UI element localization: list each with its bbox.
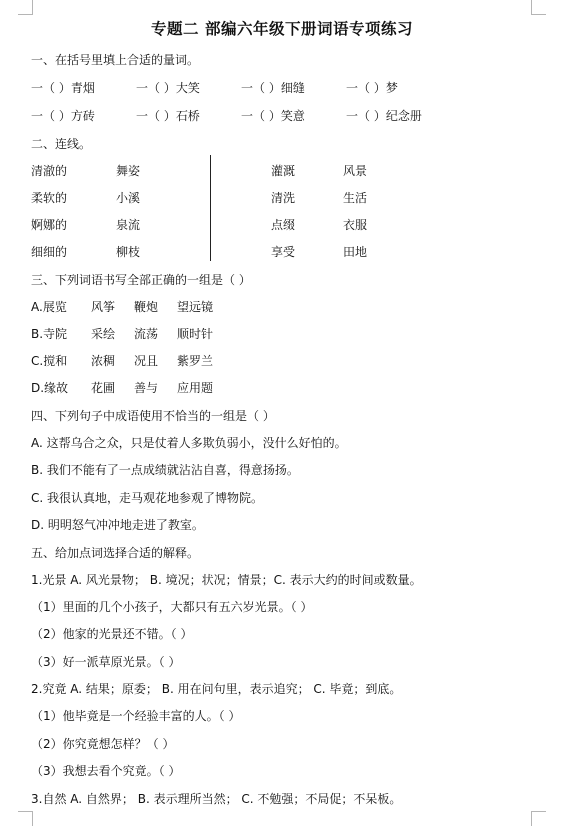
match-word: 风景: [343, 164, 368, 178]
option-sentence: D. 明明怒气冲冲地走进了教室。: [31, 518, 204, 532]
option-word: D.缘故: [31, 381, 69, 395]
match-word: 小溪: [116, 191, 141, 205]
word-definitions: 3.自然 A. 自然界； B. 表示理所当然； C. 不勉强；不局促；不呆板。: [31, 792, 402, 806]
match-word: 柳枝: [116, 245, 141, 259]
section-4-heading: 四、下列句子中成语使用不恰当的一组是（ ）: [31, 409, 275, 423]
match-word: 点缀: [271, 218, 296, 232]
column-divider: [210, 155, 211, 261]
option-word: 望远镜: [177, 300, 214, 314]
question-item: （1）他毕竟是一个经验丰富的人。（ ）: [31, 709, 241, 723]
option-word: 花圃: [91, 381, 116, 395]
page-title: 专题二 部编六年级下册词语专项练习: [151, 20, 413, 38]
question-item: （1）里面的几个小孩子，大都只有五六岁光景。（ ）: [31, 600, 313, 614]
match-word: 田地: [343, 245, 368, 259]
page-corner-mark: [18, 0, 33, 15]
section-2-heading: 二、连线。: [31, 137, 92, 151]
option-word: 况且: [134, 354, 159, 368]
match-word: 清洗: [271, 191, 296, 205]
word-definitions: 2.究竟 A. 结果；原委； B. 用在问句里，表示追究； C. 毕竟；到底。: [31, 682, 402, 696]
option-word: 应用题: [177, 381, 214, 395]
match-word: 细细的: [31, 245, 68, 259]
match-word: 舞姿: [116, 164, 141, 178]
option-word: 鞭炮: [134, 300, 159, 314]
match-word: 泉流: [116, 218, 141, 232]
word-definitions: 1.光景 A. 风光景物； B. 境况；状况；情景；C. 表示大约的时间或数量。: [31, 573, 422, 587]
section-3-heading: 三、下列词语书写全部正确的一组是（ ）: [31, 273, 251, 287]
question-item: （3）好一派草原光景。（ ）: [31, 655, 181, 669]
option-word: 采绘: [91, 327, 116, 341]
blank-item: 一（ ）方砖: [31, 109, 95, 123]
match-word: 灌溉: [271, 164, 296, 178]
option-word: A.展览: [31, 300, 67, 314]
option-sentence: B. 我们不能有了一点成绩就沾沾自喜，得意扬扬。: [31, 463, 299, 477]
blank-item: 一（ ）纪念册: [346, 109, 422, 123]
option-word: 风筝: [91, 300, 116, 314]
match-word: 清澈的: [31, 164, 68, 178]
question-item: （3）我想去看个究竟。（ ）: [31, 764, 181, 778]
blank-item: 一（ ）梦: [346, 81, 398, 95]
match-word: 衣服: [343, 218, 368, 232]
option-word: 善与: [134, 381, 159, 395]
page-corner-mark: [18, 811, 33, 826]
blank-item: 一（ ）细缝: [241, 81, 305, 95]
section-5-heading: 五、给加点词选择合适的解释。: [31, 546, 200, 560]
option-word: 紫罗兰: [177, 354, 214, 368]
match-word: 婀娜的: [31, 218, 68, 232]
question-item: （2）他家的光景还不错。（ ）: [31, 627, 193, 641]
option-sentence: C. 我很认真地，走马观花地参观了博物院。: [31, 491, 264, 505]
option-word: C.搅和: [31, 354, 68, 368]
question-item: （2）你究竟想怎样？（ ）: [31, 737, 175, 751]
option-sentence: A. 这帮乌合之众，只是仗着人多欺负弱小，没什么好怕的。: [31, 436, 347, 450]
option-word: B.寺院: [31, 327, 68, 341]
section-1-heading: 一、在括号里填上合适的量词。: [31, 53, 200, 67]
blank-item: 一（ ）笑意: [241, 109, 305, 123]
match-word: 享受: [271, 245, 296, 259]
option-word: 顺时针: [177, 327, 214, 341]
option-word: 浓稠: [91, 354, 116, 368]
match-word: 生活: [343, 191, 368, 205]
page-corner-mark: [531, 811, 546, 826]
blank-item: 一（ ）石桥: [136, 109, 200, 123]
match-word: 柔软的: [31, 191, 68, 205]
option-word: 流荡: [134, 327, 159, 341]
blank-item: 一（ ）青烟: [31, 81, 95, 95]
blank-item: 一（ ）大笑: [136, 81, 200, 95]
page-corner-mark: [531, 0, 546, 15]
